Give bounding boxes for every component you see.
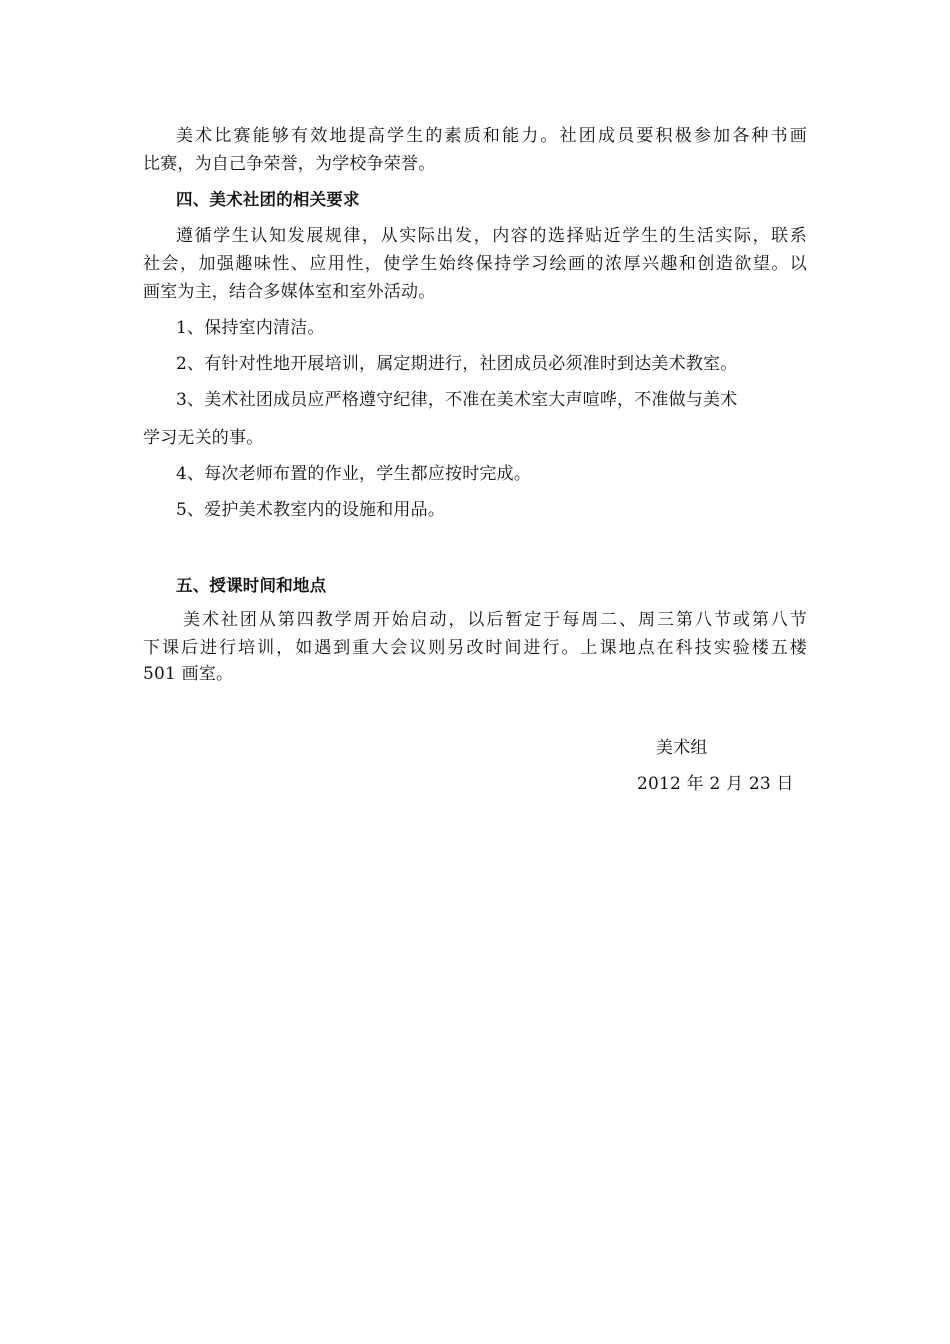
list-item: 5、爱护美术教室内的设施和用品。 <box>176 500 446 520</box>
list-item: 3、美术社团成员应严格遵守纪律，不准在美术室大声喧哗，不准做与美术 <box>176 390 738 410</box>
list-item-continuation: 学习无关的事。 <box>143 428 264 448</box>
paragraph-line: 社会，加强趣味性、应用性，使学生始终保持学习绘画的浓厚兴趣和创造欲望。以 <box>143 254 807 274</box>
signature-group: 美术组 <box>656 738 708 758</box>
paragraph-line: 501 画室。 <box>143 664 234 684</box>
section-heading-5: 五、授课时间和地点 <box>176 576 327 595</box>
paragraph-line: 画室为主，结合多媒体室和室外活动。 <box>143 282 436 302</box>
paragraph-line: 下课后进行培训，如遇到重大会议则另改时间进行。上课地点在科技实验楼五楼 <box>143 638 807 658</box>
list-item: 1、保持室内清洁。 <box>176 318 325 338</box>
paragraph-line: 遵循学生认知发展规律，从实际出发，内容的选择贴近学生的生活实际，联系 <box>176 226 807 246</box>
signature-date: 2012 年 2 月 23 日 <box>637 774 794 794</box>
paragraph-line: 美术社团从第四教学周开始启动，以后暂定于每周二、周三第八节或第八节 <box>183 610 807 630</box>
paragraph-line: 美术比赛能够有效地提高学生的素质和能力。社团成员要积极参加各种书画 <box>176 126 807 146</box>
paragraph-line: 比赛，为自己争荣誉，为学校争荣誉。 <box>143 154 436 174</box>
section-heading-4: 四、美术社团的相关要求 <box>176 190 360 209</box>
list-item: 4、每次老师布置的作业，学生都应按时完成。 <box>176 464 532 484</box>
list-item: 2、有针对性地开展培训，属定期进行，社团成员必须准时到达美术教室。 <box>176 354 738 374</box>
